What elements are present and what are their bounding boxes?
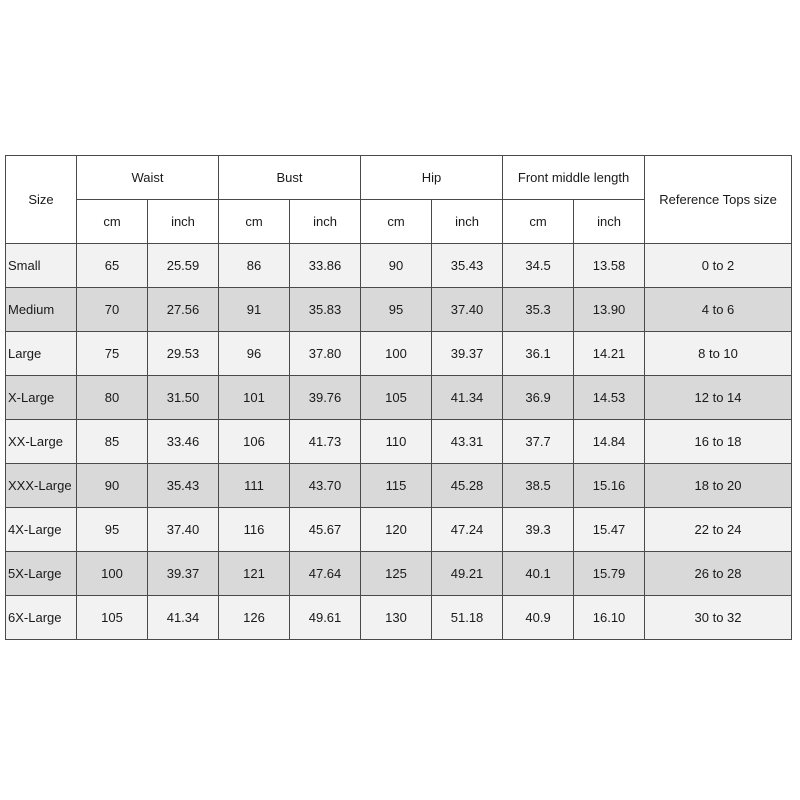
row-front-cm: 38.5 bbox=[503, 464, 574, 508]
header-row-groups bbox=[6, 156, 792, 200]
row-hip-cm: 125 bbox=[361, 552, 432, 596]
header-size: Size bbox=[6, 156, 77, 244]
header-waist: Waist bbox=[77, 156, 219, 200]
row-front-cm: 34.5 bbox=[503, 244, 574, 288]
header-hip: Hip bbox=[361, 156, 503, 200]
row-bust-cm: 96 bbox=[219, 332, 290, 376]
row-waist-inch: 25.59 bbox=[148, 244, 219, 288]
row-reference-tops-size: 16 to 18 bbox=[645, 420, 792, 464]
row-bust-cm: 126 bbox=[219, 596, 290, 640]
row-size: 6X-Large bbox=[6, 596, 77, 640]
row-waist-inch: 39.37 bbox=[148, 552, 219, 596]
row-hip-cm: 130 bbox=[361, 596, 432, 640]
row-waist-inch: 29.53 bbox=[148, 332, 219, 376]
row-size: 5X-Large bbox=[6, 552, 77, 596]
row-size: XX-Large bbox=[6, 420, 77, 464]
row-bust-inch: 49.61 bbox=[290, 596, 361, 640]
row-front-inch: 15.16 bbox=[574, 464, 645, 508]
row-waist-inch: 31.50 bbox=[148, 376, 219, 420]
row-size: 4X-Large bbox=[6, 508, 77, 552]
row-reference-tops-size: 22 to 24 bbox=[645, 508, 792, 552]
row-hip-inch: 39.37 bbox=[432, 332, 503, 376]
row-reference-tops-size: 30 to 32 bbox=[645, 596, 792, 640]
row-reference-tops-size: 8 to 10 bbox=[645, 332, 792, 376]
row-hip-cm: 120 bbox=[361, 508, 432, 552]
table-row bbox=[6, 288, 792, 332]
row-front-cm: 36.1 bbox=[503, 332, 574, 376]
table-row bbox=[6, 332, 792, 376]
table-row bbox=[6, 552, 792, 596]
table-row bbox=[6, 244, 792, 288]
row-waist-cm: 105 bbox=[77, 596, 148, 640]
row-hip-inch: 47.24 bbox=[432, 508, 503, 552]
row-size: Small bbox=[6, 244, 77, 288]
row-waist-inch: 37.40 bbox=[148, 508, 219, 552]
row-front-inch: 13.90 bbox=[574, 288, 645, 332]
row-waist-inch: 33.46 bbox=[148, 420, 219, 464]
row-waist-cm: 65 bbox=[77, 244, 148, 288]
row-size: XXX-Large bbox=[6, 464, 77, 508]
size-chart-table bbox=[5, 155, 792, 640]
row-size: X-Large bbox=[6, 376, 77, 420]
row-front-cm: 40.1 bbox=[503, 552, 574, 596]
row-bust-inch: 45.67 bbox=[290, 508, 361, 552]
row-hip-cm: 90 bbox=[361, 244, 432, 288]
row-reference-tops-size: 0 to 2 bbox=[645, 244, 792, 288]
row-bust-cm: 116 bbox=[219, 508, 290, 552]
header-bust-inch: inch bbox=[290, 200, 361, 244]
row-front-cm: 36.9 bbox=[503, 376, 574, 420]
row-waist-cm: 80 bbox=[77, 376, 148, 420]
header-hip-inch: inch bbox=[432, 200, 503, 244]
table-row bbox=[6, 420, 792, 464]
header-bust-cm: cm bbox=[219, 200, 290, 244]
row-reference-tops-size: 4 to 6 bbox=[645, 288, 792, 332]
row-front-inch: 15.79 bbox=[574, 552, 645, 596]
table-row bbox=[6, 376, 792, 420]
row-bust-cm: 86 bbox=[219, 244, 290, 288]
header-hip-cm: cm bbox=[361, 200, 432, 244]
row-front-inch: 15.47 bbox=[574, 508, 645, 552]
row-hip-inch: 41.34 bbox=[432, 376, 503, 420]
row-front-inch: 16.10 bbox=[574, 596, 645, 640]
row-reference-tops-size: 12 to 14 bbox=[645, 376, 792, 420]
row-bust-cm: 106 bbox=[219, 420, 290, 464]
table-header bbox=[6, 156, 792, 244]
row-waist-cm: 70 bbox=[77, 288, 148, 332]
header-reference-tops-size: Reference Tops size bbox=[645, 156, 792, 244]
row-waist-inch: 35.43 bbox=[148, 464, 219, 508]
table-row bbox=[6, 464, 792, 508]
row-front-inch: 13.58 bbox=[574, 244, 645, 288]
row-reference-tops-size: 18 to 20 bbox=[645, 464, 792, 508]
row-waist-cm: 85 bbox=[77, 420, 148, 464]
row-waist-inch: 41.34 bbox=[148, 596, 219, 640]
row-front-cm: 37.7 bbox=[503, 420, 574, 464]
row-front-cm: 35.3 bbox=[503, 288, 574, 332]
table-body bbox=[6, 244, 792, 640]
row-front-inch: 14.84 bbox=[574, 420, 645, 464]
row-hip-cm: 100 bbox=[361, 332, 432, 376]
row-bust-inch: 37.80 bbox=[290, 332, 361, 376]
row-size: Medium bbox=[6, 288, 77, 332]
row-bust-cm: 101 bbox=[219, 376, 290, 420]
row-hip-inch: 51.18 bbox=[432, 596, 503, 640]
row-hip-inch: 35.43 bbox=[432, 244, 503, 288]
row-hip-cm: 115 bbox=[361, 464, 432, 508]
row-bust-cm: 111 bbox=[219, 464, 290, 508]
row-bust-inch: 39.76 bbox=[290, 376, 361, 420]
header-front-cm: cm bbox=[503, 200, 574, 244]
header-front-inch: inch bbox=[574, 200, 645, 244]
row-front-inch: 14.53 bbox=[574, 376, 645, 420]
row-hip-cm: 105 bbox=[361, 376, 432, 420]
row-waist-cm: 90 bbox=[77, 464, 148, 508]
row-front-inch: 14.21 bbox=[574, 332, 645, 376]
row-hip-inch: 37.40 bbox=[432, 288, 503, 332]
row-hip-inch: 49.21 bbox=[432, 552, 503, 596]
row-bust-inch: 43.70 bbox=[290, 464, 361, 508]
row-bust-inch: 35.83 bbox=[290, 288, 361, 332]
row-waist-inch: 27.56 bbox=[148, 288, 219, 332]
row-reference-tops-size: 26 to 28 bbox=[645, 552, 792, 596]
table-row bbox=[6, 508, 792, 552]
header-bust: Bust bbox=[219, 156, 361, 200]
row-hip-cm: 110 bbox=[361, 420, 432, 464]
row-front-cm: 39.3 bbox=[503, 508, 574, 552]
header-front-middle-length: Front middle length bbox=[503, 156, 645, 200]
row-hip-cm: 95 bbox=[361, 288, 432, 332]
row-waist-cm: 100 bbox=[77, 552, 148, 596]
row-front-cm: 40.9 bbox=[503, 596, 574, 640]
row-hip-inch: 45.28 bbox=[432, 464, 503, 508]
row-bust-inch: 33.86 bbox=[290, 244, 361, 288]
row-waist-cm: 95 bbox=[77, 508, 148, 552]
row-waist-cm: 75 bbox=[77, 332, 148, 376]
table-row bbox=[6, 596, 792, 640]
row-bust-inch: 47.64 bbox=[290, 552, 361, 596]
header-waist-inch: inch bbox=[148, 200, 219, 244]
row-hip-inch: 43.31 bbox=[432, 420, 503, 464]
row-bust-cm: 121 bbox=[219, 552, 290, 596]
row-bust-cm: 91 bbox=[219, 288, 290, 332]
row-bust-inch: 41.73 bbox=[290, 420, 361, 464]
header-waist-cm: cm bbox=[77, 200, 148, 244]
row-size: Large bbox=[6, 332, 77, 376]
